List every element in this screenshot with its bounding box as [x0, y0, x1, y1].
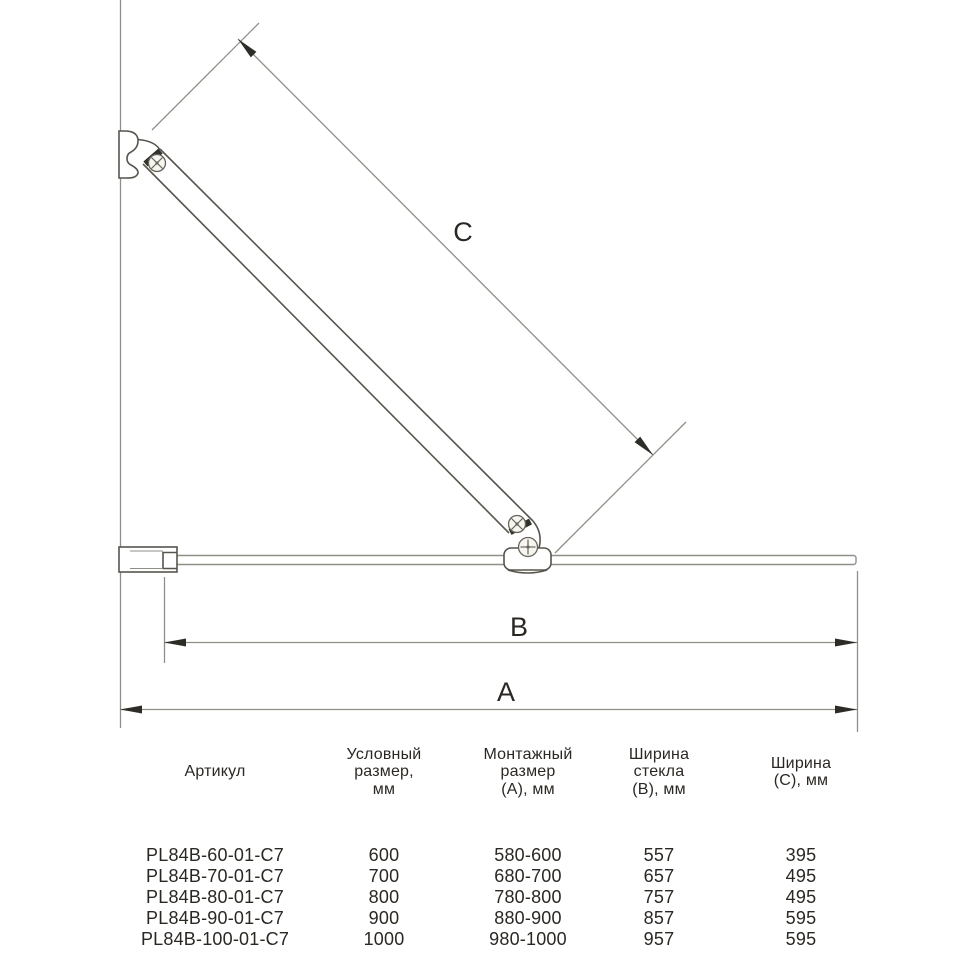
table-row [120, 908, 882, 929]
arrowhead-icon [120, 706, 142, 714]
screw-icon [149, 155, 166, 172]
bracket-arc [138, 140, 160, 151]
column-header-0 [120, 763, 310, 781]
value-cell: 495 [785, 866, 817, 886]
column-header-line: мм [372, 780, 396, 798]
arrowhead-icon [164, 639, 186, 647]
arrowhead-icon [835, 706, 857, 714]
value-cell: 557 [643, 845, 675, 865]
value-cell: 580-600 [494, 845, 562, 865]
column-header-line: размер, [354, 763, 414, 781]
dimension-b [164, 571, 858, 732]
value-cell: 700 [368, 866, 400, 886]
folding-panel [143, 149, 533, 533]
value-cell: 780-800 [494, 887, 562, 907]
column-header-line: Монтажный [483, 745, 573, 763]
table-row [120, 866, 882, 887]
value-cell: 957 [643, 929, 675, 949]
value-cell: 857 [643, 908, 675, 928]
wall-bracket [119, 131, 138, 178]
dimension-a [120, 677, 857, 714]
value-cell: 1000 [363, 929, 405, 949]
dimension-label-b: B [509, 612, 529, 642]
article-cell: PL84B-70-01-C7 [146, 866, 284, 886]
column-header-line: стекла [633, 763, 685, 781]
column-header-line: размер [500, 763, 556, 781]
value-cell: 495 [785, 887, 817, 907]
article-cell: PL84B-100-01-C7 [140, 929, 290, 949]
value-cell: 595 [785, 908, 817, 928]
table-header-row [120, 742, 882, 802]
article-cell: PL84B-80-01-C7 [146, 887, 284, 907]
table-row [120, 845, 882, 866]
arrowhead-icon [835, 639, 857, 647]
value-cell: 880-900 [494, 908, 562, 928]
column-header-2 [458, 746, 598, 799]
column-header-line: (B), мм [632, 780, 686, 798]
column-header-line: Условный [346, 745, 422, 763]
column-header-line: (C), мм [773, 772, 829, 789]
pivot-screw-icon [519, 538, 538, 557]
value-cell: 395 [785, 845, 817, 865]
dimension-label-a: A [496, 677, 516, 707]
value-cell: 800 [368, 887, 400, 907]
value-cell: 657 [643, 866, 675, 886]
size-table [120, 742, 882, 950]
value-cell: 600 [368, 845, 400, 865]
value-cell: 595 [785, 929, 817, 949]
value-cell: 980-1000 [489, 929, 567, 949]
dimension-label-c: C [453, 217, 473, 247]
value-cell: 757 [643, 887, 675, 907]
table-row [120, 929, 882, 950]
column-header-4 [720, 755, 882, 790]
dimension-c [152, 23, 686, 553]
wall-profile [119, 547, 177, 572]
article-cell: PL84B-90-01-C7 [146, 908, 284, 928]
value-cell: 680-700 [494, 866, 562, 886]
column-header-line: (А), мм [501, 780, 555, 798]
table-body [120, 845, 882, 950]
column-header-line: Артикул [184, 763, 246, 781]
article-cell: PL84B-60-01-C7 [146, 845, 284, 865]
column-header-1 [310, 746, 458, 799]
table-row [120, 887, 882, 908]
value-cell: 900 [368, 908, 400, 928]
column-header-line: Ширина [770, 754, 832, 772]
column-header-line: Ширина [628, 745, 690, 763]
column-header-3 [598, 746, 720, 799]
screw-icon [509, 516, 526, 533]
